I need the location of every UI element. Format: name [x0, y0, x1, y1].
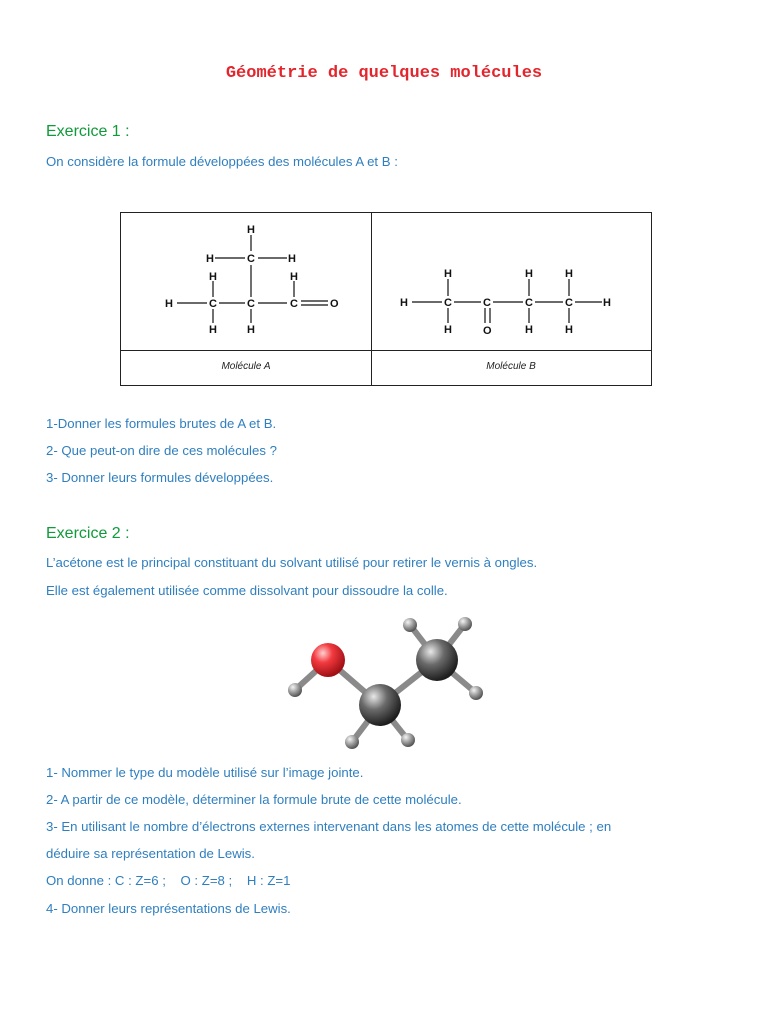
atom-label: H	[400, 297, 408, 309]
atom-label: C	[483, 297, 491, 309]
atom-label: C	[247, 253, 255, 265]
atom-label: H	[209, 324, 217, 336]
caption-molecule-b: Molécule B	[486, 361, 536, 372]
page-title: Géométrie de quelques molécules	[225, 64, 543, 83]
atom-label: C	[565, 297, 573, 309]
atom-label: H	[444, 268, 452, 280]
exercise-2-question-1: 1- Nommer le type du modèle utilisé sur l’image jointe.	[46, 765, 364, 780]
molecules-figure	[120, 212, 652, 386]
atom-label: C	[209, 298, 217, 310]
caption-molecule-a: Molécule A	[221, 361, 271, 372]
hydrogen-atom	[401, 733, 415, 747]
atom-label: H	[525, 324, 533, 336]
atom-label: H	[525, 268, 533, 280]
exercise-1-question-2: 2- Que peut-on dire de ces molécules ?	[46, 443, 277, 458]
hydrogen-atom	[469, 686, 483, 700]
atom-label: C	[247, 298, 255, 310]
carbon-atom	[416, 639, 458, 681]
hydrogen-atom	[458, 617, 472, 631]
atom-label: C	[444, 297, 452, 309]
oxygen-atom	[311, 643, 345, 677]
atom-label: H	[247, 224, 255, 236]
hydrogen-atom	[288, 683, 302, 697]
atom-label: C	[290, 298, 298, 310]
exercise-2-question-3-line-1: 3- En utilisant le nombre d’électrons externes intervenant dans les atomes de cette molécule ; en	[46, 819, 612, 834]
hydrogen-atom	[403, 618, 417, 632]
carbon-atom	[359, 684, 401, 726]
atom-label: H	[209, 271, 217, 283]
exercise-2-question-4: 4- Donner leurs représentations de Lewis.	[46, 901, 291, 916]
atom-label: O	[330, 298, 339, 310]
atom-label: H	[288, 253, 296, 265]
molecule-b-structure	[372, 213, 652, 349]
ball-and-stick-model	[270, 610, 510, 760]
atom-label: O	[483, 325, 492, 337]
exercise-1-question-3: 3- Donner leurs formules développées.	[46, 470, 274, 485]
exercise-1-intro: On considère la formule développées des molécules A et B :	[46, 154, 398, 169]
hydrogen-atom	[345, 735, 359, 749]
atom-label: C	[525, 297, 533, 309]
exercise-2-heading: Exercice 2 :	[46, 525, 130, 542]
exercise-1-question-1: 1-Donner les formules brutes de A et B.	[46, 416, 277, 431]
exercise-2-paragraph-1: L’acétone est le principal constituant du solvant utilisé pour retirer le vernis à ongles.	[46, 555, 538, 570]
exercise-2-question-2: 2- A partir de ce modèle, déterminer la formule brute de cette molécule.	[46, 792, 462, 807]
exercise-1-heading: Exercice 1 :	[46, 123, 130, 140]
figure-divider-horizontal	[121, 350, 651, 351]
atom-label: H	[603, 297, 611, 309]
atom-label: H	[444, 324, 452, 336]
atom-label: H	[290, 271, 298, 283]
atom-label: H	[565, 268, 573, 280]
exercise-2-paragraph-2: Elle est également utilisée comme dissolvant pour dissoudre la colle.	[46, 583, 448, 598]
atom-label: H	[206, 253, 214, 265]
molecule-a-structure	[121, 213, 371, 349]
atom-label: H	[165, 298, 173, 310]
exercise-2-given-data: On donne : C : Z=6 ; O : Z=8 ; H : Z=1	[46, 873, 291, 888]
atom-label: H	[247, 324, 255, 336]
exercise-2-question-3-line-2: déduire sa représentation de Lewis.	[46, 846, 255, 861]
atom-label: H	[565, 324, 573, 336]
